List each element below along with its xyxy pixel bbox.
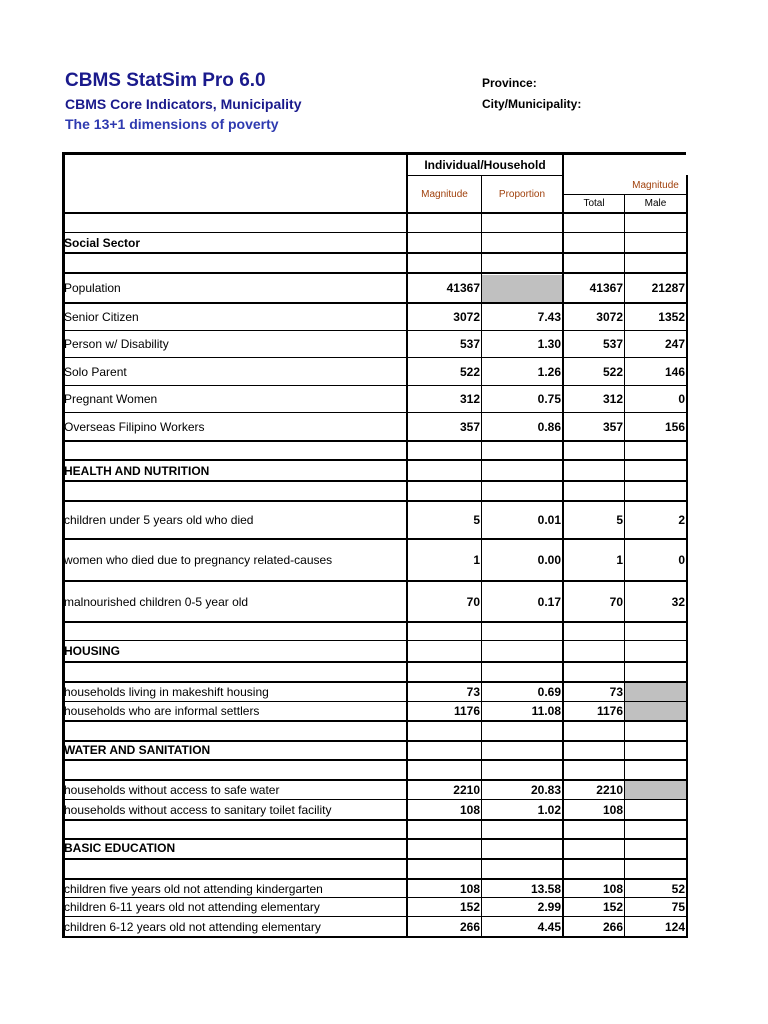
elem611-total: 152 (602, 900, 623, 914)
grid-line (62, 759, 686, 761)
ofw-proportion: 0.86 (537, 419, 561, 434)
toilet-magnitude: 108 (459, 802, 480, 817)
senior-male: 1352 (658, 310, 685, 324)
maternal-magnitude: 1 (473, 553, 480, 567)
grid-line (62, 936, 686, 938)
maternal-male: 0 (678, 553, 685, 567)
shaded-cell (625, 781, 686, 799)
makeshift-total: 73 (609, 685, 623, 699)
elem611-proportion: 2.99 (537, 900, 561, 914)
senior-total: 3072 (596, 310, 623, 324)
row-label-maternal-deaths: women who died due to pregnancy related-causes (64, 553, 333, 567)
informal-proportion: 11.08 (531, 704, 561, 718)
section-water: WATER AND SANITATION (64, 742, 211, 757)
dimensions-caption: The 13+1 dimensions of poverty (65, 116, 279, 132)
row-label-kindergarten: children five years old not attending kindergarten (64, 881, 323, 896)
grid-line (62, 440, 686, 442)
row-label-population: Population (64, 281, 121, 295)
elem612-total: 266 (602, 919, 623, 934)
proportion-header: Proportion (498, 188, 546, 200)
row-label-child-deaths: children under 5 years old who died (64, 513, 254, 527)
grid-line (62, 819, 686, 821)
elem612-male: 124 (664, 919, 685, 934)
male-header: Male (644, 198, 667, 209)
solo-male: 146 (664, 364, 685, 379)
magnitude-header-2: Magnitude (632, 179, 679, 191)
ofw-male: 156 (664, 419, 685, 434)
row-label-solo-parent: Solo Parent (64, 364, 127, 379)
malnourished-magnitude: 70 (466, 594, 480, 609)
ofw-total: 357 (602, 419, 623, 434)
app-title: CBMS StatSim Pro 6.0 (65, 70, 266, 91)
row-label-senior: Senior Citizen (64, 310, 139, 324)
solo-total: 522 (602, 364, 623, 379)
disability-magnitude: 537 (459, 337, 480, 351)
elem612-proportion: 4.45 (537, 919, 561, 934)
row-label-makeshift: households living in makeshift housing (64, 685, 269, 699)
kinder-proportion: 13.58 (530, 881, 561, 896)
grid-line (62, 661, 686, 663)
grid-line (686, 175, 688, 938)
section-housing: HOUSING (64, 644, 121, 658)
maternal-total: 1 (616, 553, 623, 567)
elem612-magnitude: 266 (459, 919, 480, 934)
informal-total: 1176 (596, 704, 623, 718)
malnourished-male: 32 (671, 594, 685, 609)
shaded-cell (482, 275, 563, 302)
report-subtitle: CBMS Core Indicators, Municipality (65, 96, 302, 112)
grid-line (62, 858, 686, 860)
kinder-magnitude: 108 (459, 881, 480, 896)
grid-line (62, 621, 686, 623)
died5-proportion: 0.01 (537, 513, 561, 527)
kinder-total: 108 (602, 881, 623, 896)
water-proportion: 20.83 (530, 783, 561, 797)
pregnant-male: 0 (678, 392, 685, 406)
died5-male: 2 (678, 513, 685, 527)
makeshift-magnitude: 73 (466, 685, 480, 699)
senior-proportion: 7.43 (537, 310, 561, 324)
malnourished-proportion: 0.17 (537, 594, 561, 609)
died5-total: 5 (616, 513, 623, 527)
population-male: 21287 (651, 281, 685, 295)
toilet-total: 108 (602, 802, 623, 817)
disability-total: 537 (602, 337, 623, 351)
group-header: Individual/Household (424, 158, 546, 172)
row-label-elementary-6-11: children 6-11 years old not attending elementary (64, 900, 320, 914)
solo-proportion: 1.26 (537, 364, 561, 379)
disability-proportion: 1.30 (537, 337, 561, 351)
province-label: Province: (482, 76, 537, 90)
row-label-informal: households who are informal settlers (64, 704, 260, 718)
senior-magnitude: 3072 (453, 310, 480, 324)
maternal-proportion: 0.00 (537, 553, 561, 567)
section-social: Social Sector (64, 235, 141, 250)
solo-magnitude: 522 (459, 364, 480, 379)
grid-line (62, 152, 686, 155)
section-health: HEALTH AND NUTRITION (64, 463, 210, 478)
died5-magnitude: 5 (473, 513, 480, 527)
section-education: BASIC EDUCATION (64, 841, 176, 855)
water-total: 2210 (596, 783, 623, 797)
kinder-male: 52 (671, 881, 685, 896)
elem611-magnitude: 152 (459, 900, 480, 914)
malnourished-total: 70 (609, 594, 623, 609)
grid-line (62, 252, 686, 254)
ofw-magnitude: 357 (459, 419, 480, 434)
elem611-male: 75 (671, 900, 685, 914)
pregnant-proportion: 0.75 (537, 392, 561, 406)
population-magnitude: 41367 (446, 281, 480, 295)
row-label-disability: Person w/ Disability (64, 337, 169, 351)
row-label-safe-water: households without access to safe water (64, 783, 280, 797)
grid-line (62, 212, 686, 214)
row-label-pregnant: Pregnant Women (64, 392, 158, 406)
grid-line (62, 720, 686, 722)
population-total: 41367 (589, 281, 623, 295)
toilet-proportion: 1.02 (537, 802, 561, 817)
magnitude-header: Magnitude (421, 188, 468, 200)
row-label-malnourished: malnourished children 0-5 year old (64, 594, 249, 609)
row-label-toilet: households without access to sanitary toilet facility (64, 802, 332, 817)
grid-line (62, 480, 686, 482)
informal-magnitude: 1176 (453, 704, 480, 718)
water-magnitude: 2210 (453, 783, 480, 797)
city-label: City/Municipality: (482, 97, 582, 111)
makeshift-proportion: 0.69 (537, 685, 561, 699)
pregnant-magnitude: 312 (459, 392, 480, 406)
pregnant-total: 312 (602, 392, 623, 406)
disability-male: 247 (664, 337, 685, 351)
row-label-ofw: Overseas Filipino Workers (64, 419, 205, 434)
row-label-elementary-6-12: children 6-12 years old not attending elementary (64, 919, 321, 934)
total-header: Total (583, 198, 605, 209)
